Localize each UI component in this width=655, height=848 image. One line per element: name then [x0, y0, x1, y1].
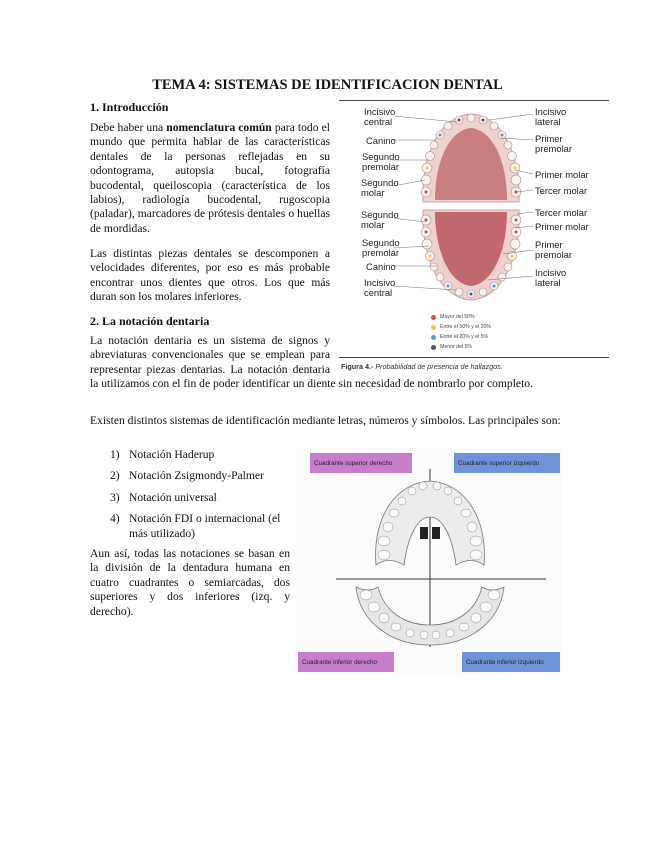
intro-paragraph-2: Las distintas piezas dentales se descomponen a velocidades diferentes, por eso es más probable encontrar unos dientes que otros. Los que más duran son los molares inferiores. — [90, 247, 330, 304]
label-cuadrante-inferior-derecho: Cuadrante inferior derecho — [298, 652, 394, 672]
legend-item: Menor del 5% — [431, 342, 521, 352]
notation-list — [110, 448, 290, 548]
label-cuadrante-superior-izquierdo: Cuadrante superior izquierdo — [454, 453, 560, 473]
section-heading-notacion: 2. La notación dentaria — [90, 314, 210, 328]
page-title: TEMA 4: SISTEMAS DE IDENTIFICACION DENTAL — [152, 77, 503, 93]
probability-legend — [431, 312, 521, 356]
label-segundo-premolar: Segundo premolar — [362, 151, 400, 172]
legend-item: Mayor del 50% — [431, 312, 521, 322]
bold-term: nomenclatura común — [166, 121, 272, 134]
notacion-paragraph-2: Existen distintos sistemas de identificación mediante letras, números y símbolos. Las principales son: — [90, 414, 561, 427]
label-incisivo-central: Incisivo central — [364, 106, 396, 127]
legend-dot-yellow — [431, 325, 436, 330]
label-incisivo-lateral: Incisivo lateral — [535, 106, 567, 127]
legend-dot-red — [431, 315, 436, 320]
quadrant-jaw-illustration — [296, 447, 562, 675]
label-cuadrante-inferior-izquierdo: Cuadrante inferior izquierdo — [462, 652, 560, 672]
label-segundo-molar: Segundo molar — [361, 177, 399, 198]
legend-dot-blue — [431, 335, 436, 340]
legend-item: Entre el 50% y el 20% — [431, 322, 521, 332]
label-primer-molar-inferior: Primer molar — [535, 221, 589, 232]
intro-paragraph-1: Debe haber una nomenclatura común para todo el mundo que permita hablar de las características dentales de la personas reflejadas en su odontograma, autopsia bucal, fotografía bucodental, queiloscopia (característica de los labios), radiología bucodental, rugoscopia (paladar), marcadores de prótesis dentales o huellas de mordidas. — [90, 121, 330, 235]
list-item: 4) Notación FDI o internacional (el más utilizado) — [110, 512, 281, 540]
label-primer-molar: Primer molar — [535, 169, 589, 180]
figure-dental-quadrants — [296, 447, 562, 675]
list-item: 3) Notación universal — [110, 490, 217, 504]
label-segundo-molar-inferior: Segundo molar — [361, 209, 399, 230]
label-tercer-molar: Tercer molar — [535, 185, 588, 196]
notacion-paragraph-3: Aun así, todas las notaciones se basan en la división de la dentadura humana en cuatro cuadrantes o semiarcadas, dos superiores y dos inferiores (izq. y derecho). — [90, 547, 290, 618]
label-cuadrante-superior-derecho: Cuadrante superior derecho — [310, 453, 412, 473]
label-incisivo-central-inferior: Incisivo central — [364, 277, 396, 298]
label-canino: Canino — [366, 135, 396, 146]
label-tercer-molar-inferior: Tercer molar — [535, 207, 588, 218]
legend-item: Entre el 20% y el 5% — [431, 332, 521, 342]
list-item: 2) Notación Zsigmondy-Palmer — [110, 469, 264, 483]
notacion-paragraph-1: La notación dentaria es un sistema de signos y abreviaturas convencionales que se emplean para representar piezas dentarias. La notación dentaria la utilizamos con el fin de poder identificar un diente sin necesidad de nombrarlo por completo. — [90, 334, 533, 391]
label-canino-inferior: Canino — [366, 261, 396, 272]
figure-caption: Figura 4.- Probabilidad de presencia de hallazgos. — [341, 362, 503, 371]
list-item: 1) Notación Haderup — [110, 448, 215, 461]
label-segundo-premolar-inferior: Segundo premolar — [362, 237, 400, 258]
label-primer-premolar-inferior: Primer premolar — [535, 239, 572, 260]
label-primer-premolar: Primer premolar — [535, 133, 572, 154]
label-incisivo-lateral-inferior: Incisivo lateral — [535, 267, 567, 288]
legend-dot-navy — [431, 345, 436, 350]
section-heading-introduccion: 1. Introducción — [90, 100, 169, 114]
figure-dental-arch — [339, 100, 609, 375]
